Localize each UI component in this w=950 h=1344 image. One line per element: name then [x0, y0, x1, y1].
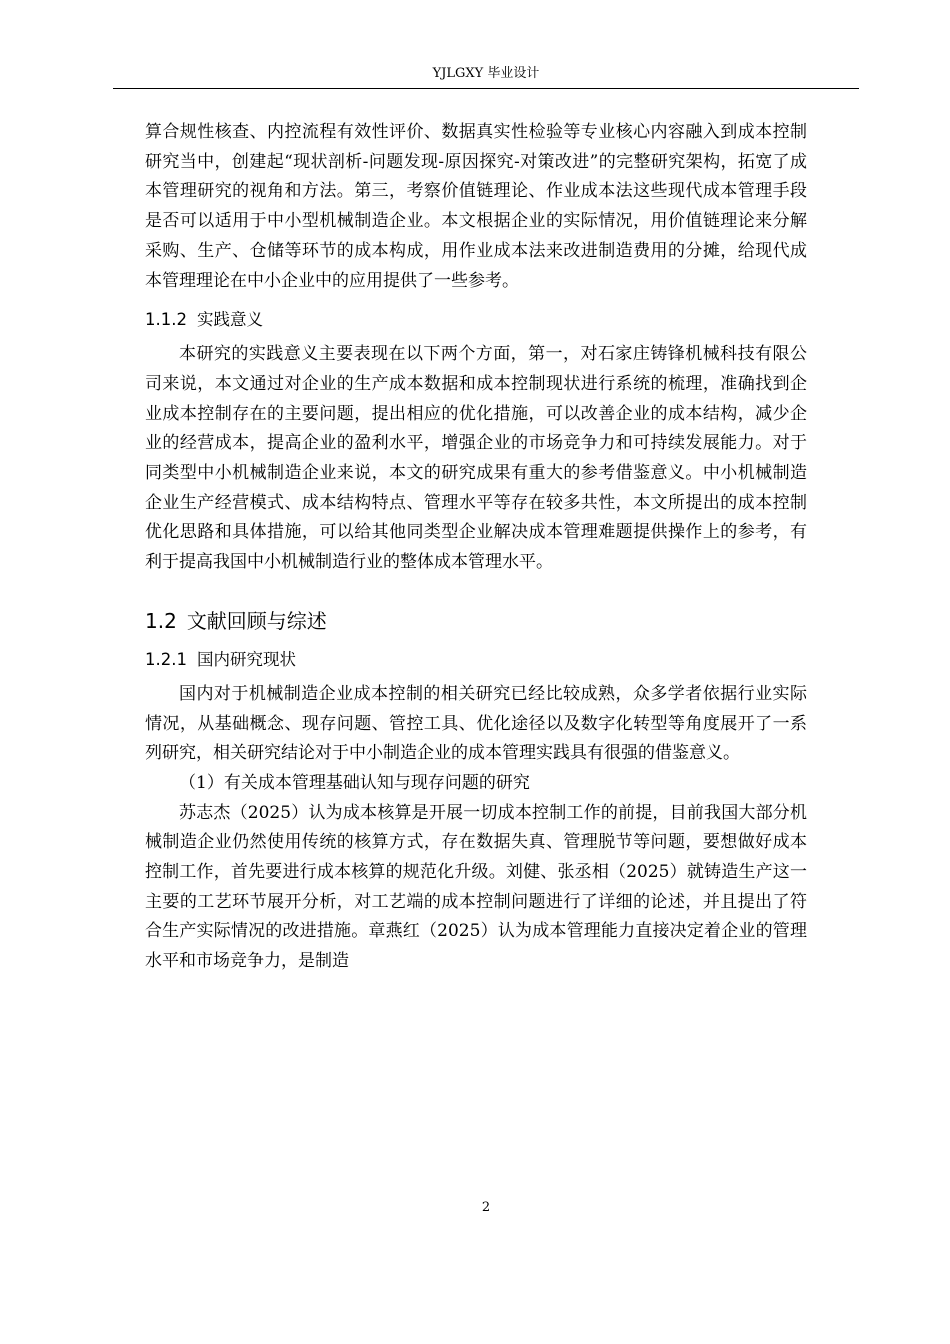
- paragraph-domestic-research: 国内对于机械制造企业成本控制的相关研究已经比较成熟，众多学者依据行业实际情况，从基础概念、现存问题、管控工具、优化途径以及数字化转型等角度展开了一系列研究，相关研究结论对于中小制造企业的成本管理实践具有很强的借鉴意义。: [145, 683, 807, 764]
- heading-title: 国内研究现状: [196, 649, 296, 669]
- paragraph-literature-review: 苏志杰（2025）认为成本核算是开展一切成本控制工作的前提，目前我国大部分机械制造企业仍然使用传统的核算方式，存在数据失真、管理脱节等问题，要想做好成本控制工作，首先要进行成本核算的规范化升级。刘健、张丞相（2025）就铸造生产这一主要的工艺环节展开分析，对工艺端的成本控制问题进行了详细的论述，并且提出了符合生产实际情况的改进措施。章燕红（2025）认为成本管理能力直接决定着企业的管理水平和市场竞争力，是制造: [145, 802, 807, 972]
- heading-number: 1.1.2: [145, 310, 187, 330]
- heading-1-1-2: [145, 306, 807, 334]
- heading-1-2-1: [145, 646, 807, 674]
- heading-number: 1.2.1: [145, 649, 187, 669]
- paragraph-subsection-1: （1）有关成本管理基础认知与现存问题的研究: [179, 772, 530, 793]
- header-rule: [113, 88, 859, 89]
- page-header: YJLGXY 毕业设计: [432, 66, 540, 81]
- paragraph-practical-significance: 本研究的实践意义主要表现在以下两个方面，第一，对石家庄铸锋机械科技有限公司来说，本文通过对企业的生产成本数据和成本控制现状进行系统的梳理，准确找到企业成本控制存在的主要问题，提出相应的优化措施，可以改善企业的成本结构，减少企业的经营成本，提高企业的盈利水平，增强企业的市场竞争力和可持续发展能力。对于同类型中小机械制造企业来说，本文的研究成果有重大的参考借鉴意义。中小机械制造企业生产经营模式、成本结构特点、管理水平等存在较多共性，本文所提出的成本控制优化思路和具体措施，可以给其他同类型企业解决成本管理难题提供操作上的参考，有利于提高我国中小机械制造行业的整体成本管理水平。: [145, 344, 807, 573]
- page-body: [145, 118, 807, 977]
- paragraph-theoretical-significance: 算合规性核查、内控流程有效性评价、数据真实性检验等专业核心内容融入到成本控制研究当中，创建起“现状剖析-问题发现-原因探究-对策改进”的完整研究架构，拓宽了成本管理研究的视角和方法。第三，考察价值链理论、作业成本法这些现代成本管理手段是否可以适用于中小型机械制造企业。本文根据企业的实际情况，用价值链理论来分解采购、生产、仓储等环节的成本构成，用作业成本法来改进制造费用的分摊，给现代成本管理理论在中小企业中的应用提供了一些参考。: [145, 122, 807, 291]
- heading-number: 1.2: [145, 608, 177, 633]
- heading-title: 实践意义: [196, 310, 263, 330]
- heading-title: 文献回顾与综述: [186, 608, 327, 633]
- page-number: 2: [481, 1200, 491, 1215]
- heading-1-2: [145, 604, 807, 638]
